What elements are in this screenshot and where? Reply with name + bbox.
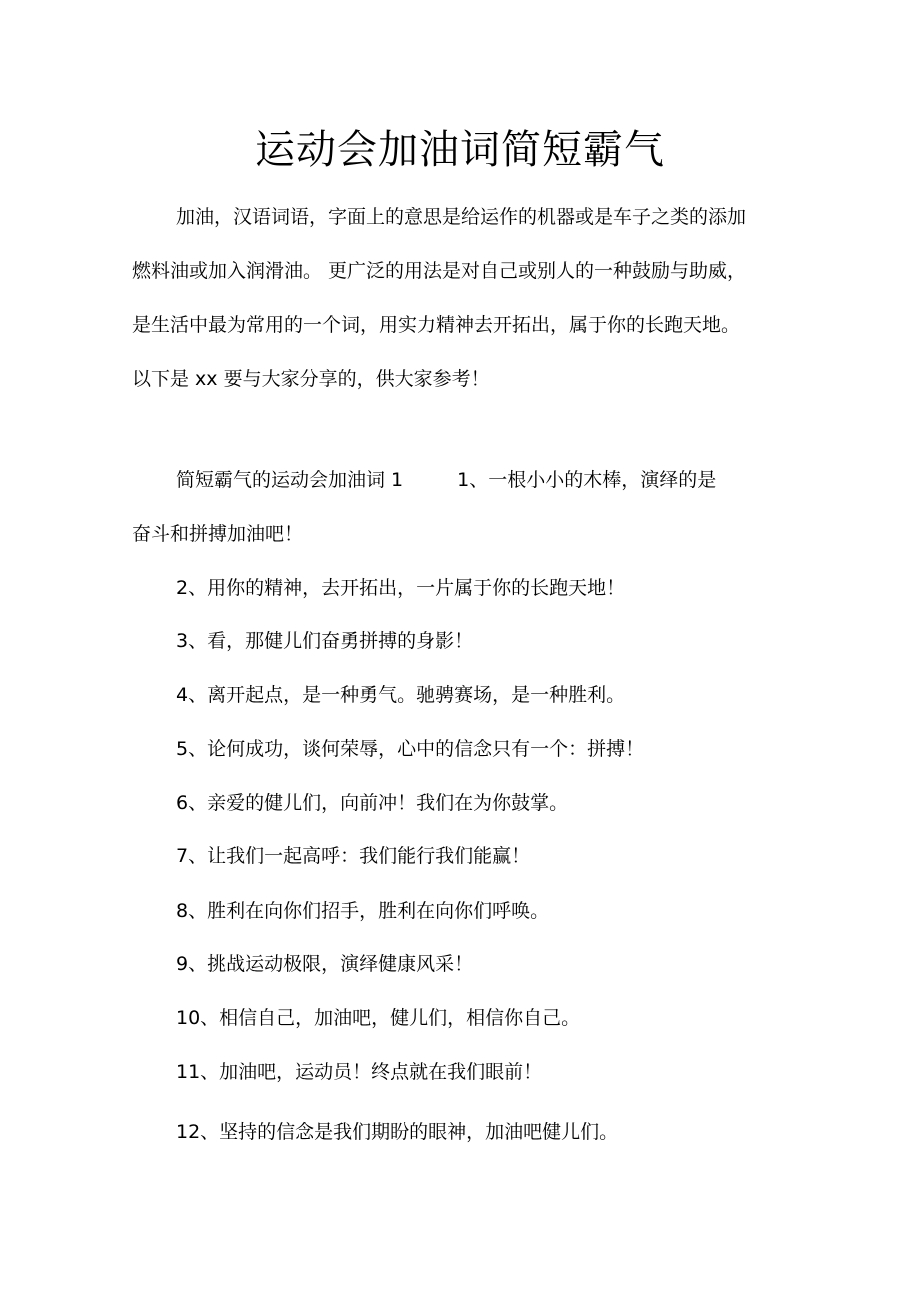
list-item: 7、让我们一起高呼：我们能行我们能赢！ (176, 845, 531, 867)
intro-paragraph: 加油，汉语词语，字面上的意思是给运作的机器或是车子之类的添加燃料油或加入润滑油。 更广泛的用法是对自己或别人的一种鼓励与助威，是生活中最为常用的一个词，用实力精神去开拓出，属于你的长跑天地。以下是 xx 要与大家分享的，供大家参考！ (132, 206, 747, 390)
list-item: 12、坚持的信念是我们期盼的眼神，加油吧健儿们。 (176, 1121, 619, 1143)
list-item: 5、论何成功，谈何荣辱，心中的信念只有一个：拼搏！ (176, 738, 645, 760)
list-item: 4、离开起点，是一种勇气。驰骋赛场，是一种胜利。 (176, 684, 626, 706)
list-item: 8、胜利在向你们招手，胜利在向你们呼唤。 (176, 900, 550, 922)
list-item: 11、加油吧，运动员！终点就在我们眼前！ (176, 1061, 543, 1083)
list-item-1-start: 1、一根小小的木棒，演绎的是 (457, 469, 717, 491)
document-title: 运动会加油词简短霸气 (255, 127, 665, 173)
list-item: 10、相信自己，加油吧，健儿们，相信你自己。 (176, 1007, 581, 1029)
list-item-1-end: 奋斗和拼搏加油吧！ (132, 523, 304, 545)
section-heading-line (176, 465, 716, 495)
list-item: 9、挑战运动极限，演绎健康风采！ (176, 953, 474, 975)
list-item: 2、用你的精神，去开拓出，一片属于你的长跑天地！ (176, 577, 626, 599)
section-heading: 简短霸气的运动会加油词 1 (176, 469, 404, 491)
list-item: 6、亲爱的健儿们，向前冲！我们在为你鼓掌。 (176, 792, 569, 814)
list-item: 3、看，那健儿们奋勇拼搏的身影！ (176, 630, 474, 652)
